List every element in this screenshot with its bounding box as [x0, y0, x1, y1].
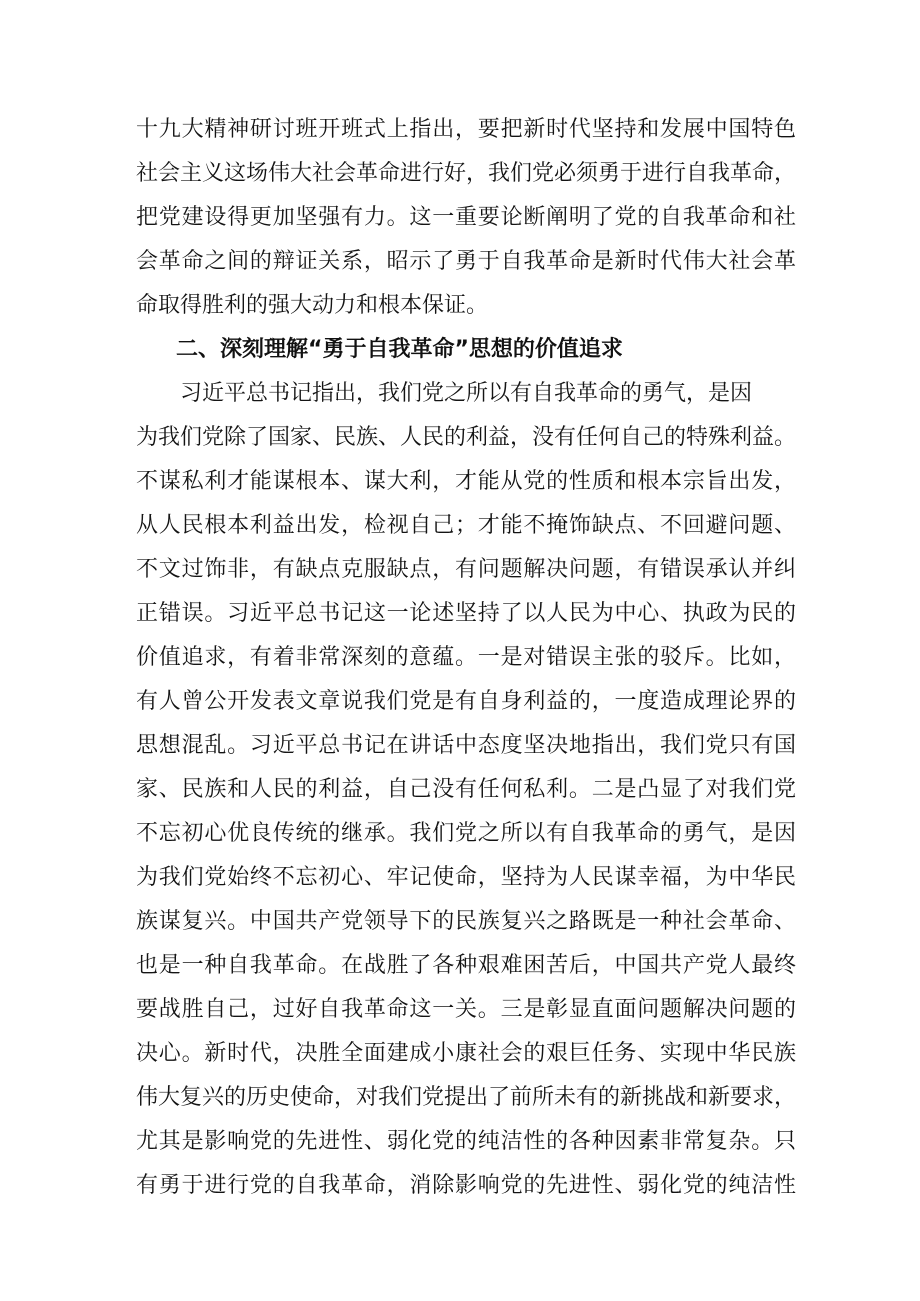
paragraph-line: 思想混乱。习近平总书记在讲话中态度坚决地指出，我们党只有国 [136, 733, 796, 758]
document-body [136, 108, 796, 1208]
paragraph-first-line: 习近平总书记指出，我们党之所以有自我革命的勇气，是因 [180, 381, 753, 406]
paragraph-line: 从人民根本利益出发，检视自己；才能不掩饰缺点、不回避问题、 [136, 513, 796, 538]
paragraph-line: 把党建设得更加坚强有力。这一重要论断阐明了党的自我革命和社 [136, 205, 796, 230]
paragraph-line: 家、民族和人民的利益，自己没有任何私利。二是凸显了对我们党 [136, 777, 796, 802]
paragraph-line: 有人曾公开发表文章说我们党是有自身利益的，一度造成理论界的 [136, 689, 796, 714]
paragraph-line: 价值追求，有着非常深刻的意蕴。一是对错误主张的驳斥。比如， [136, 645, 796, 670]
paragraph-line: 为我们党始终不忘初心、牢记使命，坚持为人民谋幸福，为中华民 [136, 865, 796, 890]
paragraph-line: 也是一种自我革命。在战胜了各种艰难困苦后，中国共产党人最终 [136, 953, 796, 978]
paragraph-line: 要战胜自己，过好自我革命这一关。三是彰显直面问题解决问题的 [136, 997, 796, 1022]
paragraph-line: 为我们党除了国家、民族、人民的利益，没有任何自己的特殊利益。 [136, 425, 797, 450]
paragraph-line: 会革命之间的辩证关系，昭示了勇于自我革命是新时代伟大社会革 [136, 249, 796, 274]
paragraph-line: 十九大精神研讨班开班式上指出，要把新时代坚持和发展中国特色 [136, 117, 796, 142]
paragraph-line: 不忘初心优良传统的继承。我们党之所以有自我革命的勇气，是因 [136, 821, 796, 846]
paragraph-line: 不谋私利才能谋根本、谋大利，才能从党的性质和根本宗旨出发， [136, 469, 796, 494]
paragraph-line: 社会主义这场伟大社会革命进行好，我们党必须勇于进行自我革命， [136, 161, 797, 186]
section-heading: 二、深刻理解“勇于自我革命”思想的价值追求 [176, 337, 623, 362]
paragraph-line: 伟大复兴的历史使命，对我们党提出了前所未有的新挑战和新要求， [136, 1085, 797, 1110]
paragraph-line: 尤其是影响党的先进性、弱化党的纯洁性的各种因素非常复杂。只 [136, 1129, 796, 1154]
paragraph-line: 正错误。习近平总书记这一论述坚持了以人民为中心、执政为民的 [136, 601, 796, 626]
paragraph-last-line: 命取得胜利的强大动力和根本保证。 [136, 293, 489, 318]
paragraph-line: 族谋复兴。中国共产党领导下的民族复兴之路既是一种社会革命、 [136, 909, 796, 934]
paragraph-line: 有勇于进行党的自我革命，消除影响党的先进性、弱化党的纯洁性 [136, 1173, 796, 1198]
paragraph-line: 决心。新时代，决胜全面建成小康社会的艰巨任务、实现中华民族 [136, 1041, 796, 1066]
paragraph-line: 不文过饰非，有缺点克服缺点，有问题解决问题，有错误承认并纠 [136, 557, 796, 582]
